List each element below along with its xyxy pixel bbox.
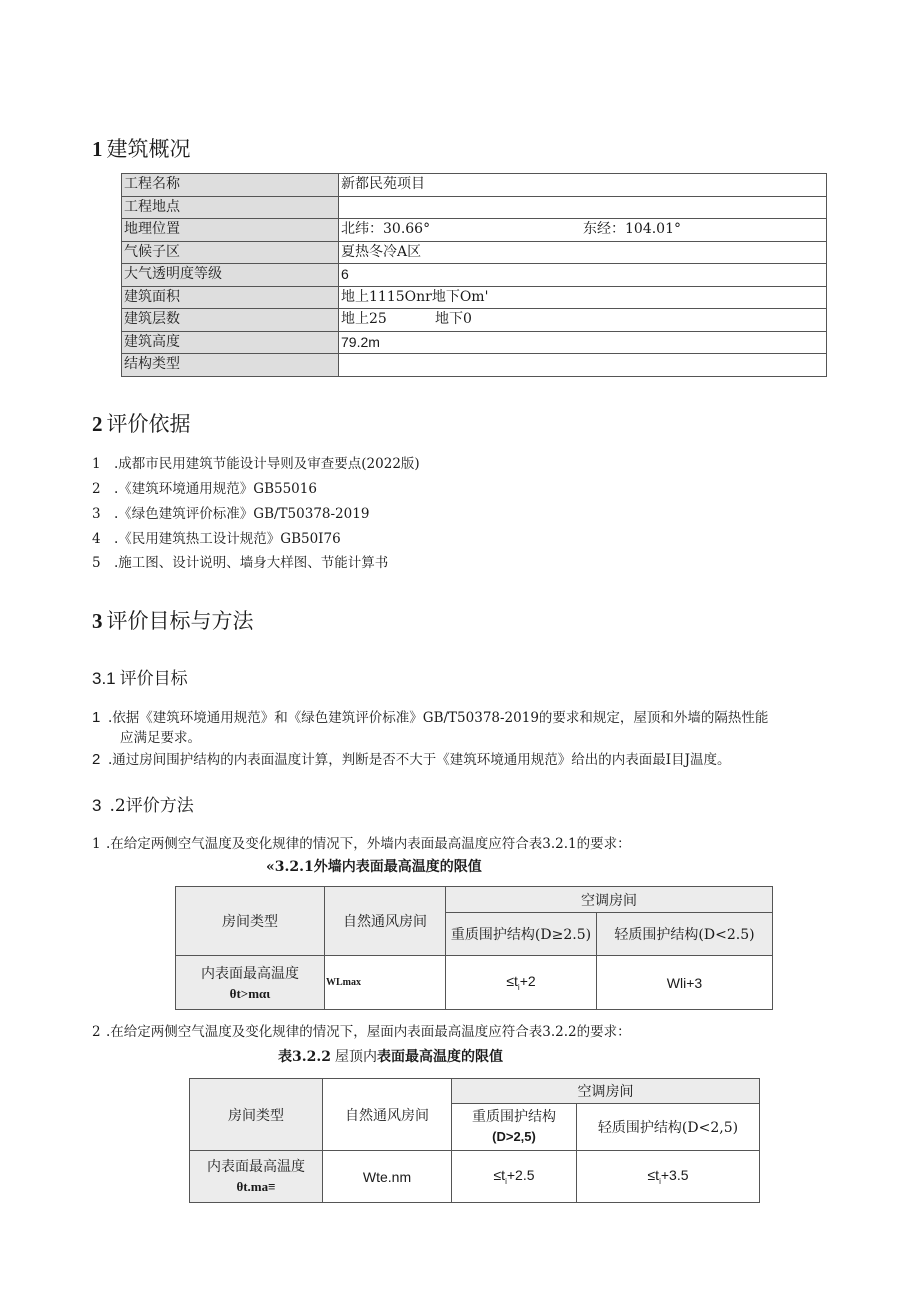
item-text: .施工图、设计说明、墙身大样图、节能计算书 (114, 555, 389, 571)
roof-temperature-table (189, 1078, 760, 1203)
item-number: 1 (92, 456, 101, 472)
row-label-text: 内表面最高温度 (207, 1159, 305, 1175)
row-label-symbol: θt.ma≡ (236, 1179, 276, 1194)
subsection-3-1-heading (92, 664, 188, 689)
reference-list-item (92, 553, 388, 573)
row-label: 建筑面积 (122, 286, 339, 309)
header-air-conditioned: 空调房间 (452, 1079, 760, 1104)
method-item (92, 834, 631, 854)
value-prefix: ≤t (506, 973, 518, 990)
heavy-value (452, 1151, 577, 1203)
table-1-caption: «3.2.1外墙内表面最高温度的限值 (266, 859, 482, 875)
wall-temperature-table (175, 886, 773, 1010)
header-text: 重质围护结构 (472, 1109, 556, 1125)
table-row (176, 956, 773, 1010)
subsection-title: 评价目标 (119, 669, 188, 689)
table-2-caption (278, 1046, 503, 1066)
section-1-heading (92, 133, 191, 163)
item-text: .通过房间围护结构的内表面温度计算，判断是否不大于《建筑环境通用规范》给出的内表面最I目J温度。 (108, 752, 731, 768)
header-room-type: 房间类型 (176, 887, 325, 956)
item-number: 2 (92, 751, 101, 768)
table-row (122, 331, 827, 354)
section-title: 评价目标与方法 (106, 609, 254, 633)
row-label: 结构类型 (122, 354, 339, 377)
header-light-structure: 轻质围护结构(D<2.5) (597, 913, 773, 956)
row-label-symbol: θt>mαι (229, 986, 271, 1001)
item-text: .在给定两侧空气温度及变化规律的情况下，外墙内表面最高温度应符合表3.2.1的要求： (106, 836, 631, 852)
item-text: .《建筑环境通用规范》GB55016 (114, 481, 317, 497)
item-number: 2 (92, 1024, 101, 1040)
header-heavy-structure: 重质围护结构(D≥2.5) (446, 913, 597, 956)
natural-value: WLmax (325, 956, 446, 1010)
item-number: 4 (92, 531, 101, 547)
row-label: 地理位置 (122, 219, 339, 242)
method-item (92, 1022, 631, 1042)
row-value (339, 219, 827, 242)
item-number: 3 (92, 506, 101, 522)
row-value: 新都民苑项目 (339, 174, 827, 197)
value-prefix: ≤t (647, 1167, 660, 1184)
reference-list-item (92, 529, 341, 549)
longitude: 东经：104.01° (583, 221, 681, 237)
section-number: 3 (92, 609, 103, 633)
reference-list-item (92, 479, 317, 499)
header-natural-ventilation: 自然通风房间 (323, 1079, 452, 1151)
table-header-row (176, 887, 773, 913)
table-row (190, 1151, 760, 1203)
section-title: 评价依据 (106, 412, 191, 436)
row-value: 地上1115Onr地下Om' (339, 286, 827, 309)
floors-above: 地上25 (341, 311, 387, 327)
section-number: 1 (92, 137, 103, 161)
table-row (122, 309, 827, 332)
table-row (122, 196, 827, 219)
value-suffix: +2.5 (506, 1167, 535, 1184)
row-label: 气候子区 (122, 241, 339, 264)
heavy-value (446, 956, 597, 1010)
header-air-conditioned: 空调房间 (446, 887, 773, 913)
item-text-continued: 应满足要求。 (120, 730, 201, 746)
row-label: 建筑高度 (122, 331, 339, 354)
latitude: 北纬：30.66° (341, 221, 431, 237)
table-row (122, 174, 827, 197)
table-row (122, 219, 827, 242)
subsection-3-2-heading (92, 791, 194, 816)
row-value (339, 196, 827, 219)
item-text: .在给定两侧空气温度及变化规律的情况下，屋面内表面最高温度应符合表3.2.2的要求： (106, 1024, 631, 1040)
item-text: .依据《建筑环境通用规范》和《绿色建筑评价标准》GB/T50378-2019的要求和规定，屋顶和外墙的隔热性能 (108, 710, 769, 726)
header-natural-ventilation: 自然通风房间 (325, 887, 446, 956)
header-light-structure: 轻质围护结构(D<2,5) (577, 1104, 760, 1151)
row-value (339, 354, 827, 377)
value-suffix: +2 (519, 973, 536, 990)
light-value (577, 1151, 760, 1203)
subsection-number: 3.1 (92, 669, 116, 688)
item-number: 5 (92, 555, 101, 571)
value-suffix: +3.5 (660, 1167, 689, 1184)
value-subscript: i (659, 1176, 661, 1186)
value-subscript: i (517, 982, 520, 992)
table-row (122, 241, 827, 264)
row-label (176, 956, 325, 1010)
row-value (339, 309, 827, 332)
row-value: 6 (339, 264, 827, 287)
table-row (122, 286, 827, 309)
caption-part: 表面最高温度的限值 (376, 1049, 503, 1065)
header-room-type: 房间类型 (190, 1079, 323, 1151)
header-text: (D>2,5) (492, 1129, 536, 1144)
item-text: .《民用建筑热工设计规范》GB50I76 (114, 531, 341, 547)
value-subscript: i (505, 1176, 507, 1186)
light-value: Wli+3 (597, 956, 773, 1010)
caption-part: 屋顶内 (334, 1049, 377, 1065)
subsection-title: .2评价方法 (109, 796, 194, 816)
row-label: 建筑层数 (122, 309, 339, 332)
section-number: 2 (92, 412, 103, 436)
section-2-heading (92, 408, 191, 438)
floors-below: 地下0 (435, 311, 472, 327)
building-info-table (121, 173, 827, 377)
table-row (122, 354, 827, 377)
table-header-row (190, 1079, 760, 1104)
row-value: 79.2m (339, 331, 827, 354)
row-label: 大气透明度等级 (122, 264, 339, 287)
row-value: 夏热冬冷A区 (339, 241, 827, 264)
row-label: 工程地点 (122, 196, 339, 219)
row-label: 工程名称 (122, 174, 339, 197)
value-prefix: ≤t (493, 1167, 506, 1184)
item-number: 1 (92, 709, 101, 726)
table-row (122, 264, 827, 287)
subsection-number: 3 (92, 796, 102, 815)
caption-part: 表3.2.2 (278, 1049, 331, 1065)
natural-value: Wte.nm (323, 1151, 452, 1203)
reference-list-item (92, 504, 369, 524)
header-heavy-structure (452, 1104, 577, 1151)
section-title: 建筑概况 (106, 137, 191, 161)
item-text: .成都市民用建筑节能设计导则及审查要点(2022版) (114, 456, 420, 472)
item-number: 1 (92, 836, 101, 852)
item-text: .《绿色建筑评价标准》GB/T50378-2019 (114, 506, 370, 522)
item-number: 2 (92, 481, 101, 497)
row-label (190, 1151, 323, 1203)
section-3-heading (92, 605, 254, 635)
row-label-text: 内表面最高温度 (201, 966, 299, 982)
reference-list-item (92, 454, 420, 474)
goal-item (92, 708, 862, 748)
goal-item (92, 750, 872, 770)
